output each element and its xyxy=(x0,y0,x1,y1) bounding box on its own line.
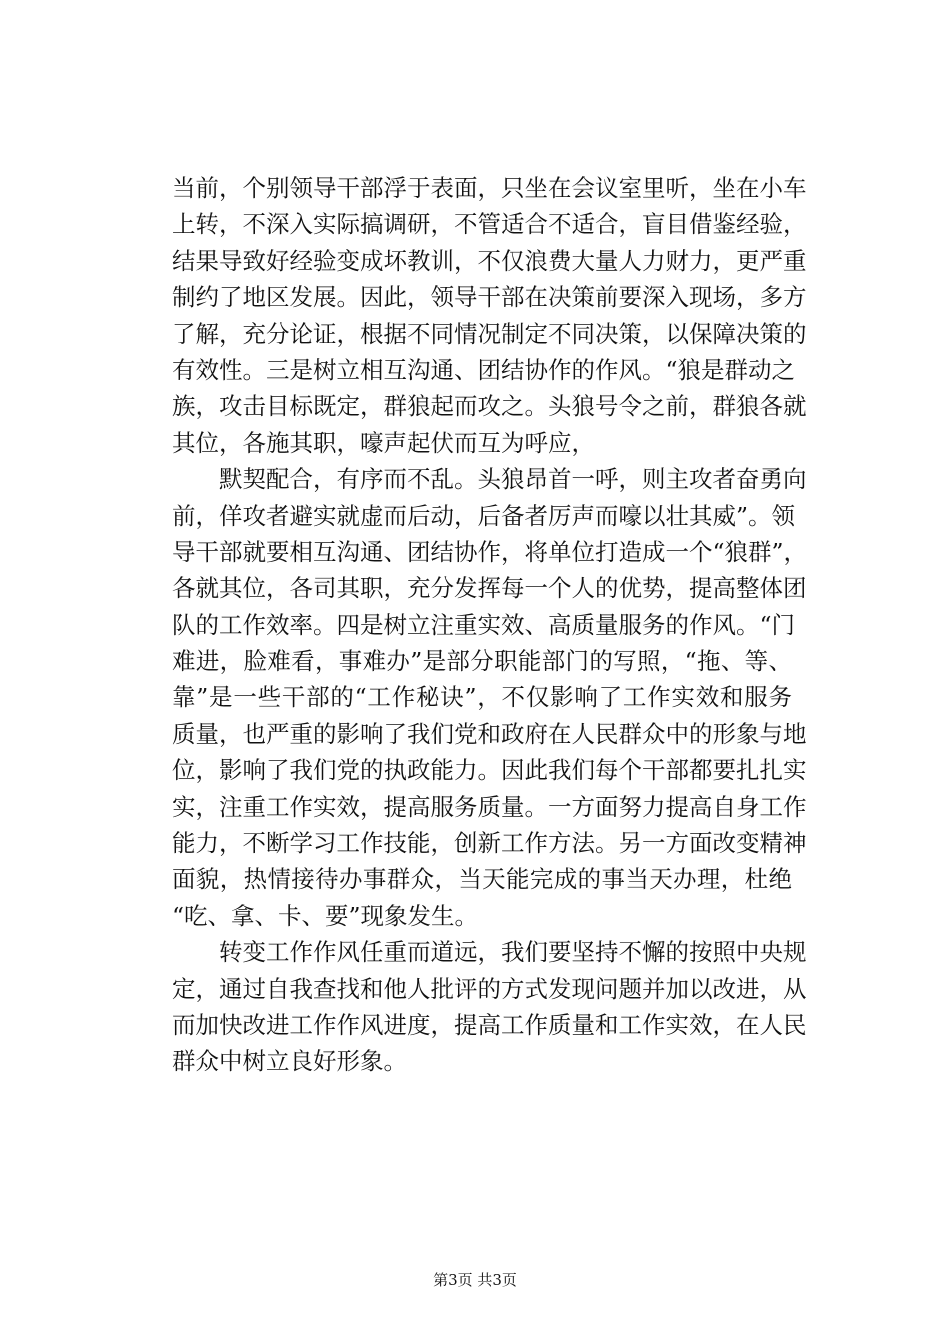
text-line: 上转，不深入实际搞调研，不管适合不适合，盲目借鉴经验， xyxy=(172,210,807,239)
page-footer: 第3页 共3页 xyxy=(433,1271,517,1289)
text-line: 有效性。三是树立相互沟通、团结协作的作风。“狼是群动之 xyxy=(172,355,796,384)
text-line: 其位，各施其职，嚎声起伏而互为呼应， xyxy=(172,428,595,457)
text-line: 定，通过自我查找和他人批评的方式发现问题并加以改进，从 xyxy=(172,974,807,1003)
text-line: 默契配合，有序而不乱。头狼昂首一呼，则主攻者奋勇向 xyxy=(172,465,807,494)
text-line: 群众中树立良好形象。 xyxy=(172,1047,407,1076)
text-line: 位，影响了我们党的执政能力。因此我们每个干部都要扎扎实 xyxy=(172,756,807,785)
text-line: 族，攻击目标既定，群狼起而攻之。头狼号令之前，群狼各就 xyxy=(172,392,807,421)
text-line: 实，注重工作实效，提高服务质量。一方面努力提高自身工作 xyxy=(172,792,807,821)
text-line: 制约了地区发展。因此，领导干部在决策前要深入现场，多方 xyxy=(172,283,807,312)
text-line: 结果导致好经验变成坏教训，不仅浪费大量人力财力，更严重 xyxy=(172,246,807,275)
body-text xyxy=(172,170,808,1080)
text-line: 导干部就要相互沟通、团结协作，将单位打造成一个“狼群”， xyxy=(172,537,808,566)
text-line: 靠”是一些干部的“工作秘诀”，不仅影响了工作实效和服务 xyxy=(172,683,792,712)
text-line: 难进，脸难看，事难办”是部分职能部门的写照，“拖、等、 xyxy=(172,647,792,676)
text-line: 了解，充分论证，根据不同情况制定不同决策，以保障决策的 xyxy=(172,319,807,348)
text-line: 当前，个别领导干部浮于表面，只坐在会议室里听，坐在小车 xyxy=(172,174,807,202)
text-line: 前，佯攻者避实就虚而后动，后备者厉声而嚎以壮其威”。领 xyxy=(172,501,796,530)
text-line: 队的工作效率。四是树立注重实效、高质量服务的作风。“门 xyxy=(172,610,796,639)
text-line: 能力，不断学习工作技能，创新工作方法。另一方面改变精神 xyxy=(172,829,807,858)
text-line: 而加快改进工作作风进度，提高工作质量和工作实效，在人民 xyxy=(172,1010,807,1039)
text-line: 各就其位，各司其职，充分发挥每一个人的优势，提高整体团 xyxy=(172,574,807,603)
text-line: 面貌，热情接待办事群众，当天能完成的事当天办理，杜绝 xyxy=(172,865,792,894)
text-line: 质量，也严重的影响了我们党和政府在人民群众中的形象与地 xyxy=(172,719,807,748)
text-line: “吃、拿、卡、要”现象发生。 xyxy=(172,901,479,930)
text-line: 转变工作作风任重而道远，我们要坚持不懈的按照中央规 xyxy=(172,938,807,967)
